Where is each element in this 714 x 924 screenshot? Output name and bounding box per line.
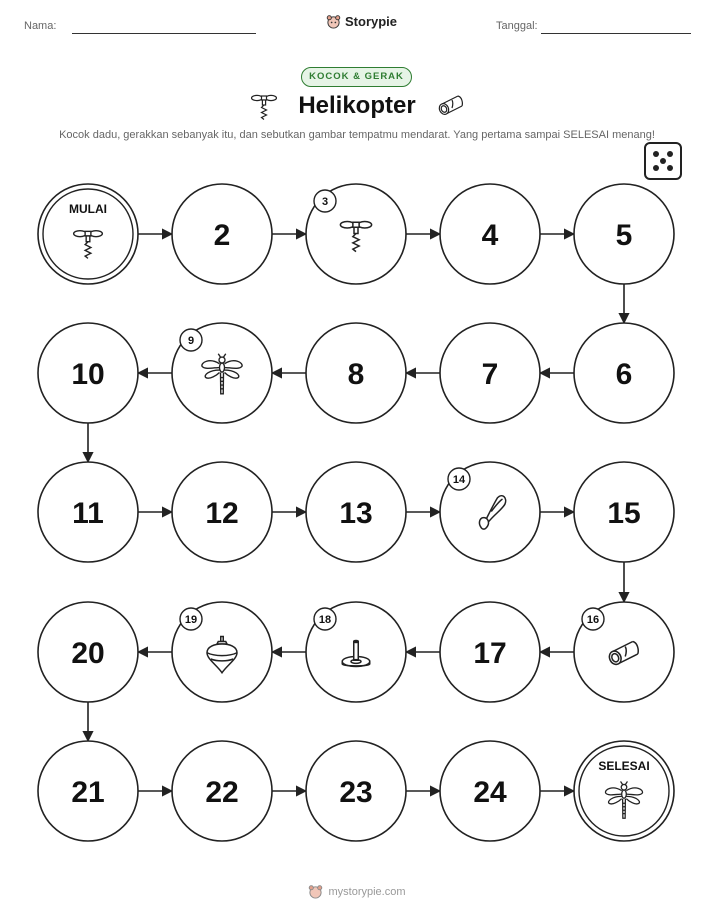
space-number: 15 — [607, 497, 641, 530]
board-space-6 — [574, 323, 674, 423]
space-number: 3 — [321, 196, 329, 208]
board-space-3 — [306, 184, 406, 284]
board-space-12 — [172, 462, 272, 562]
board-space-22 — [172, 741, 272, 841]
footer — [0, 884, 714, 899]
storypie-mascot-icon — [308, 884, 323, 899]
board-space-9 — [172, 323, 272, 423]
board-space-21 — [38, 741, 138, 841]
space-number: 21 — [71, 776, 105, 809]
space-number: 11 — [72, 497, 104, 530]
space-number: 12 — [205, 497, 239, 530]
board-space-14 — [440, 462, 540, 562]
board-space-25 — [574, 741, 674, 841]
brand-name: Storypie — [345, 14, 398, 29]
board-space-17 — [440, 602, 540, 702]
board-space-24 — [440, 741, 540, 841]
space-number: 7 — [481, 358, 499, 391]
start-label: MULAI — [69, 202, 107, 216]
board-space-5 — [574, 184, 674, 284]
board-space-15 — [574, 462, 674, 562]
board-space-1 — [38, 184, 138, 284]
board-space-2 — [172, 184, 272, 284]
board-space-19 — [172, 602, 272, 702]
space-number: 23 — [339, 776, 373, 809]
space-number: 10 — [71, 358, 105, 391]
board-space-7 — [440, 323, 540, 423]
space-number: 18 — [318, 614, 332, 626]
space-number: 16 — [586, 614, 600, 626]
space-number: 14 — [452, 474, 466, 486]
board-space-8 — [306, 323, 406, 423]
board-space-10 — [38, 323, 138, 423]
space-number: 17 — [473, 637, 507, 670]
space-number: 4 — [481, 219, 499, 252]
board-space-16 — [574, 602, 674, 702]
category-badge: KOCOK & GERAK — [301, 67, 412, 87]
space-number: 24 — [473, 776, 507, 809]
space-number: 22 — [205, 776, 239, 809]
finish-label: SELESAI — [598, 759, 650, 773]
space-number: 20 — [71, 637, 105, 670]
space-number: 19 — [184, 614, 198, 626]
space-number: 2 — [213, 219, 231, 252]
footer-url: mystorypie.com — [328, 885, 406, 898]
space-number: 5 — [615, 219, 633, 252]
name-label: Nama: — [24, 20, 57, 32]
page-title: Helikopter — [298, 92, 416, 119]
date-label: Tanggal: — [496, 20, 538, 32]
space-number: 9 — [187, 335, 195, 347]
board-space-11 — [38, 462, 138, 562]
board-space-23 — [306, 741, 406, 841]
board-space-4 — [440, 184, 540, 284]
space-number: 6 — [615, 358, 633, 391]
space-number: 13 — [339, 497, 373, 530]
board-space-20 — [38, 602, 138, 702]
instructions-text: Kocok dadu, gerakkan sebanyak itu, dan sebutkan gambar tempatmu mendarat. Yang pertama sampai SELESAI menang! — [59, 129, 655, 141]
board-space-18 — [306, 602, 406, 702]
space-number: 8 — [347, 358, 365, 391]
board-space-13 — [306, 462, 406, 562]
